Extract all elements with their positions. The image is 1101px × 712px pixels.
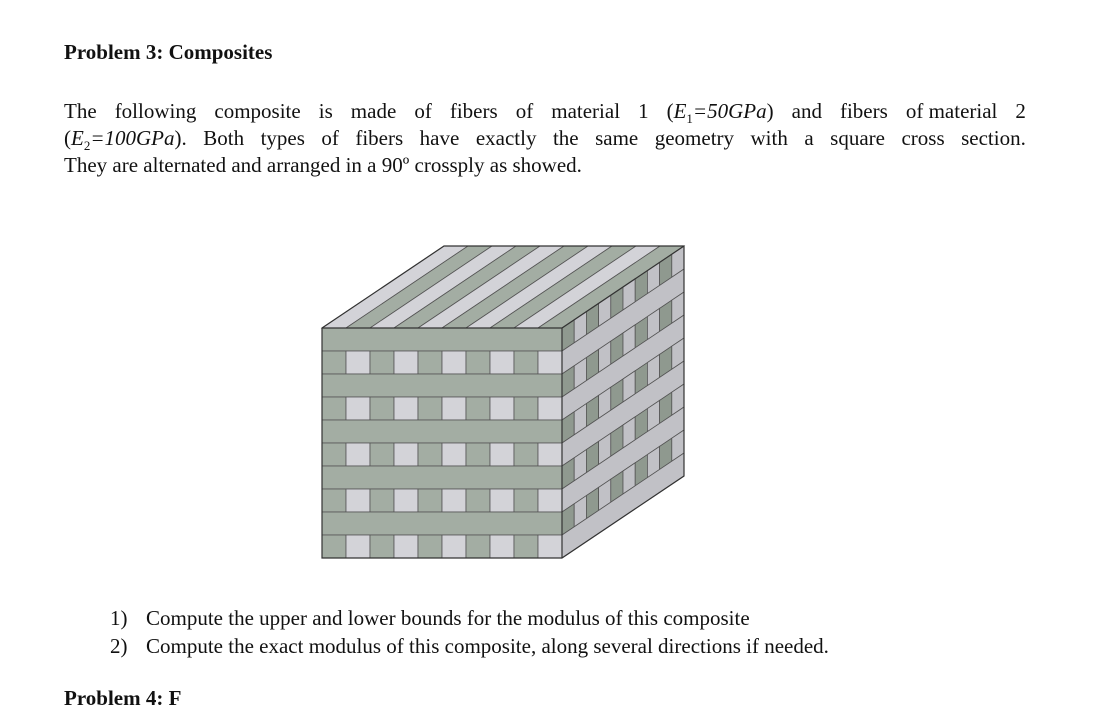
front-fiber-section — [466, 397, 490, 420]
front-fiber-section — [346, 351, 370, 374]
word: and — [791, 99, 822, 123]
front-fiber-section — [442, 351, 466, 374]
word: material — [551, 99, 621, 123]
modulus-e1: $(E_1=50GPa)$ — [666, 99, 774, 127]
front-fiber-section — [442, 443, 466, 466]
word: composite — [214, 99, 301, 123]
front-layer-band — [322, 328, 562, 351]
question-2 — [110, 632, 829, 660]
front-layer-band — [322, 374, 562, 397]
front-fiber-section — [466, 443, 490, 466]
paragraph-line-1 — [64, 98, 1026, 125]
word: made — [350, 99, 397, 123]
front-fiber-section — [418, 351, 442, 374]
word: have — [419, 126, 460, 150]
word: 1 — [638, 99, 649, 123]
front-fiber-section — [538, 489, 562, 512]
word: cross — [901, 126, 945, 150]
front-fiber-section — [418, 535, 442, 558]
front-fiber-section — [394, 397, 418, 420]
crossply-figure — [318, 232, 690, 567]
word: fibers — [355, 126, 404, 150]
word: of — [414, 99, 432, 123]
problem-heading: Problem 3: Composites — [64, 40, 273, 64]
word: section. — [961, 126, 1026, 150]
word: Both — [203, 126, 245, 150]
front-fiber-section — [418, 397, 442, 420]
crossply-cube-illustration — [318, 232, 690, 562]
word: same — [595, 126, 639, 150]
word: the — [552, 126, 579, 150]
front-fiber-section — [466, 351, 490, 374]
front-fiber-section — [514, 351, 538, 374]
question-text: Compute the upper and lower bounds for the modulus of this composite — [146, 606, 750, 630]
front-fiber-section — [418, 489, 442, 512]
front-layer-band — [322, 420, 562, 443]
front-fiber-section — [322, 351, 346, 374]
word: is — [318, 99, 333, 123]
word: following — [114, 99, 197, 123]
front-fiber-section — [394, 351, 418, 374]
front-fiber-section — [346, 397, 370, 420]
front-fiber-section — [322, 397, 346, 420]
word: of — [515, 99, 534, 123]
front-fiber-section — [346, 489, 370, 512]
question-list — [110, 604, 829, 660]
front-layer-band — [322, 512, 562, 535]
front-fiber-section — [370, 489, 394, 512]
front-fiber-section — [490, 443, 514, 466]
word: The — [64, 99, 97, 123]
front-fiber-section — [442, 535, 466, 558]
front-fiber-section — [322, 443, 346, 466]
front-fiber-section — [418, 443, 442, 466]
word: fibers — [839, 99, 888, 123]
front-fiber-section — [322, 489, 346, 512]
next-problem-heading: Problem 4: F — [64, 686, 182, 710]
front-layer-band — [322, 466, 562, 489]
front-fiber-section — [538, 443, 562, 466]
front-fiber-section — [442, 397, 466, 420]
paragraph-line-2 — [64, 125, 1026, 152]
front-fiber-section — [490, 489, 514, 512]
word: fibers — [449, 99, 498, 123]
problem-paragraph — [64, 98, 1026, 179]
word: a — [804, 126, 814, 150]
front-fiber-section — [466, 489, 490, 512]
paragraph-line-3: They are alternated and arranged in a 90º crossply as showed. — [64, 153, 582, 177]
question-number: 2) — [110, 634, 128, 658]
front-fiber-section — [322, 535, 346, 558]
front-fiber-section — [370, 535, 394, 558]
word: types — [260, 126, 305, 150]
word: exactly — [475, 126, 537, 150]
front-fiber-section — [370, 397, 394, 420]
front-fiber-section — [442, 489, 466, 512]
word: with — [750, 126, 788, 150]
modulus-e2: $(E_2=100GPa)$. — [64, 126, 187, 154]
question-number: 1) — [110, 606, 128, 630]
word: of material — [905, 99, 998, 123]
front-fiber-section — [538, 397, 562, 420]
front-fiber-section — [514, 397, 538, 420]
front-fiber-section — [538, 351, 562, 374]
front-fiber-section — [346, 535, 370, 558]
word: of — [321, 126, 339, 150]
word: square — [830, 126, 885, 150]
front-fiber-section — [514, 443, 538, 466]
front-fiber-section — [346, 443, 370, 466]
word: 2 — [1015, 99, 1026, 123]
word: geometry — [654, 126, 735, 150]
front-fiber-section — [394, 535, 418, 558]
front-fiber-section — [466, 535, 490, 558]
front-fiber-section — [490, 397, 514, 420]
question-1 — [110, 604, 829, 632]
front-fiber-section — [490, 351, 514, 374]
question-text: Compute the exact modulus of this composite, along several directions if needed. — [146, 634, 829, 658]
front-fiber-section — [394, 489, 418, 512]
front-fiber-section — [370, 351, 394, 374]
front-fiber-section — [394, 443, 418, 466]
front-fiber-section — [514, 489, 538, 512]
front-fiber-section — [490, 535, 514, 558]
front-fiber-section — [370, 443, 394, 466]
front-fiber-section — [538, 535, 562, 558]
front-fiber-section — [514, 535, 538, 558]
